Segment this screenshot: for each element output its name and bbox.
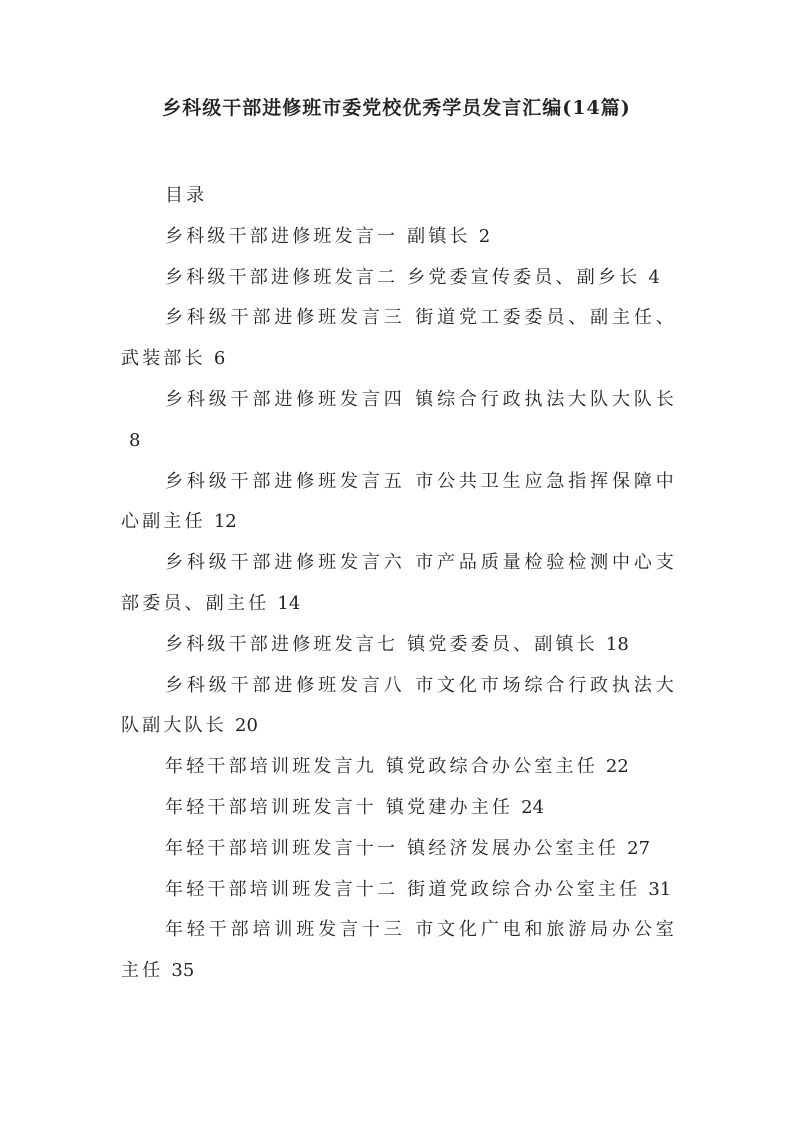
toc-entry[interactable] (121, 829, 677, 870)
toc-entry-text: 乡科级干部进修班发言七 镇党委委员、副镇长 (165, 633, 598, 655)
toc-entry[interactable] (121, 217, 677, 258)
toc-entry[interactable] (121, 625, 677, 666)
toc-entry[interactable] (121, 747, 677, 788)
toc-entry-text: 年轻干部培训班发言十 镇党建办主任 (165, 796, 514, 818)
toc-page-number: 8 (129, 429, 141, 451)
toc-entry-text: 乡科级干部进修班发言八 市文化市场综合行政执法大队副大队长 (121, 674, 677, 737)
toc-entry-text: 年轻干部培训班发言九 镇党政综合办公室主任 (165, 756, 598, 778)
document-title: 乡科级干部进修班市委党校优秀学员发言汇编(14篇) (162, 97, 631, 119)
toc-page-number: 4 (648, 266, 660, 288)
toc-entry-text: 乡科级干部进修班发言四 镇综合行政执法大队大队长 (165, 388, 677, 410)
toc-entry-text: 年轻干部培训班发言十二 街道党政综合办公室主任 (165, 878, 641, 900)
toc-entry[interactable] (121, 298, 677, 380)
toc-entry[interactable] (121, 910, 677, 992)
toc-entry-text: 乡科级干部进修班发言六 市产品质量检验检测中心支部委员、副主任 (121, 552, 677, 614)
toc-entry-text: 乡科级干部进修班发言五 市公共卫生应急指挥保障中心副主任 (121, 470, 677, 533)
toc-entry-text: 乡科级干部进修班发言二 乡党委宣传委员、副乡长 (165, 266, 641, 288)
toc-page-number: 27 (627, 837, 651, 859)
toc-entry-text: 乡科级干部进修班发言三 街道党工委委员、副主任、武装部长 (121, 307, 677, 370)
toc-page-number: 22 (605, 756, 629, 778)
toc-page-number: 35 (171, 960, 195, 982)
toc-page-number: 12 (213, 511, 237, 533)
toc-entry[interactable] (121, 543, 677, 625)
toc-entry[interactable] (121, 258, 677, 299)
toc-page-number: 2 (478, 225, 491, 247)
toc-entry[interactable] (121, 666, 677, 748)
toc-entry-text: 年轻干部培训班发言十一 镇经济发展办公室主任 (165, 837, 620, 859)
table-of-contents (121, 176, 677, 992)
toc-page-number: 24 (521, 796, 545, 818)
toc-page-number: 20 (235, 715, 258, 737)
toc-heading: 目录 (165, 185, 208, 206)
toc-entry[interactable] (121, 462, 677, 544)
toc-page-number: 6 (213, 348, 226, 370)
toc-entry-text: 年轻干部培训班发言十三 市文化广电和旅游局办公室主任 (121, 919, 677, 982)
toc-entry[interactable] (121, 380, 677, 462)
toc-page-number: 31 (648, 878, 672, 900)
toc-entry[interactable] (121, 788, 677, 829)
toc-entry-text: 乡科级干部进修班发言一 副镇长 (165, 225, 471, 247)
toc-page-number: 14 (277, 592, 301, 614)
toc-page-number: 18 (605, 633, 629, 655)
toc-entry[interactable] (121, 870, 677, 911)
